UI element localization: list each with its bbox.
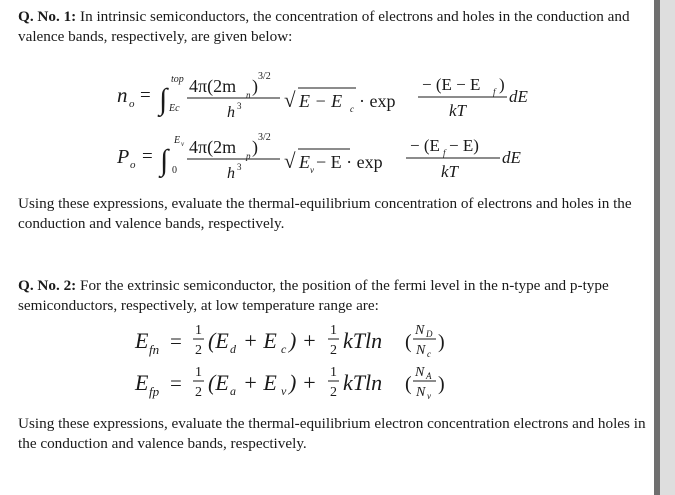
p0-exp-num: − (E (410, 136, 440, 155)
n0-exp-den: kT (449, 101, 466, 120)
efn-term1a: (E (208, 328, 229, 353)
efp-lhs: E (135, 370, 149, 395)
efn-lhs: E (135, 328, 149, 353)
svg-text:√: √ (284, 88, 296, 112)
equation-n0 (0, 66, 560, 126)
efp-term1a: (E (208, 370, 229, 395)
p0-upper-limit-sub: v (181, 140, 185, 148)
efn-ratio-num-sub: D (426, 329, 433, 339)
svg-text:=: = (142, 146, 153, 167)
scrollbar[interactable] (660, 0, 675, 495)
efn-half-den: 2 (195, 343, 202, 358)
svg-text:=: = (170, 329, 182, 353)
efn-term1b-sub: c (281, 342, 287, 356)
efn-ratio-den: N (416, 343, 426, 358)
svg-text:): ) (252, 137, 258, 157)
efn-lhs-sub: fn (149, 342, 160, 357)
n0-differential: dE (509, 87, 528, 106)
p0-denominator: h (227, 165, 235, 182)
efn-ratio-den-sub: c (427, 349, 431, 359)
p0-numerator: 4π(2m (189, 137, 237, 157)
efn-half-num-2: 1 (330, 323, 337, 338)
efp-term1c: ) + (289, 370, 317, 395)
question-1 (18, 7, 648, 47)
p0-exp-den: kT (441, 162, 458, 181)
question-2-followup: Using these expressions, evaluate the thermal-equilibrium electron concentration electrons and holes in the conduction and valence bands, respectively. (18, 415, 646, 452)
p0-den-sup: 3 (237, 162, 242, 172)
svg-text:∫: ∫ (160, 144, 169, 177)
efp-ratio-num: N (415, 365, 425, 380)
equation-p0 (0, 127, 560, 187)
n0-exponent: 3/2 (258, 71, 271, 82)
efn-kt: kTln (343, 328, 383, 353)
n0-den-sup: 3 (237, 101, 242, 111)
question-1-followup: Using these expressions, evaluate the thermal-equilibrium concentration of electrons and holes in the conduction and valence bands, respectively. (18, 195, 632, 232)
efn-ratio-num: N (415, 323, 425, 338)
svg-text:(: ( (405, 373, 412, 395)
n0-exp-num: − (E − E (422, 75, 481, 94)
p0-root: E (299, 152, 310, 172)
question-1-label: Q. No. 1: (18, 8, 77, 25)
svg-text:=: = (170, 371, 182, 395)
n0-numerator: 4π(2m (189, 76, 237, 96)
p0-root-tail: − E · exp (316, 152, 383, 172)
efn-term1b: + E (243, 328, 277, 353)
question-2-label: Q. No. 2: (18, 277, 77, 294)
svg-text:√: √ (284, 149, 296, 173)
efp-lhs-sub: fp (149, 384, 160, 399)
svg-text:): ) (438, 373, 445, 395)
equation-efn (0, 318, 560, 362)
p0-upper-limit: E (174, 135, 181, 146)
efp-ratio-den: N (416, 385, 426, 400)
n0-exp: · exp (359, 91, 396, 111)
svg-text:(: ( (405, 331, 412, 353)
p0-mass-sub: p (246, 151, 251, 161)
efp-half-den: 2 (195, 385, 202, 400)
equation-efp (0, 362, 560, 406)
n0-root: E − E (299, 91, 343, 111)
efp-ratio-den-sub: v (427, 391, 431, 401)
efn-term1c: ) + (289, 328, 317, 353)
p0-exp-num-tail: − E) (449, 136, 479, 155)
efp-kt: kTln (343, 370, 383, 395)
n0-root-sub: c (350, 104, 354, 114)
efp-ratio-num-sub: A (426, 371, 432, 381)
svg-text:): ) (252, 76, 258, 96)
n0-mass-sub: n (246, 90, 251, 100)
efp-term1b-sub: v (281, 384, 287, 398)
efn-half-den-2: 2 (330, 343, 337, 358)
efp-half-num: 1 (195, 365, 202, 380)
question-2-text: For the extrinsic semiconductor, the position of the fermi level in the n-type and p-type semiconductors, respectively, at low temperature range are: (18, 277, 609, 314)
n0-lower-limit: Ec (169, 103, 180, 114)
p0-exponent: 3/2 (258, 132, 271, 143)
question-1-text: In intrinsic semiconductors, the concentration of electrons and holes in the conduction and valence bands, respectively, are given below: (18, 8, 630, 45)
efp-half-num-2: 1 (330, 365, 337, 380)
p0-lhs-sub: o (130, 159, 136, 171)
svg-text:∫: ∫ (159, 83, 168, 116)
n0-exp-num-sub: f (493, 87, 496, 97)
p0-exp-num-sub: f (443, 148, 446, 158)
efp-term1b: + E (243, 370, 277, 395)
efp-half-den-2: 2 (330, 385, 337, 400)
p0-lower-limit: 0 (172, 165, 177, 176)
p0-lhs: P (117, 146, 130, 168)
n0-denominator: h (227, 104, 235, 121)
n0-upper-limit: top (171, 74, 184, 85)
efp-term1a-sub: a (230, 384, 236, 398)
p0-root-sub: v (310, 165, 314, 175)
n0-lhs-sub: o (129, 98, 135, 110)
svg-text:): ) (438, 331, 445, 353)
svg-text:=: = (140, 85, 151, 106)
efn-term1a-sub: d (230, 342, 236, 356)
n0-lhs: n (117, 83, 128, 107)
svg-text:): ) (499, 75, 505, 94)
question-2 (18, 276, 648, 316)
p0-differential: dE (502, 148, 521, 167)
efn-half-num: 1 (195, 323, 202, 338)
